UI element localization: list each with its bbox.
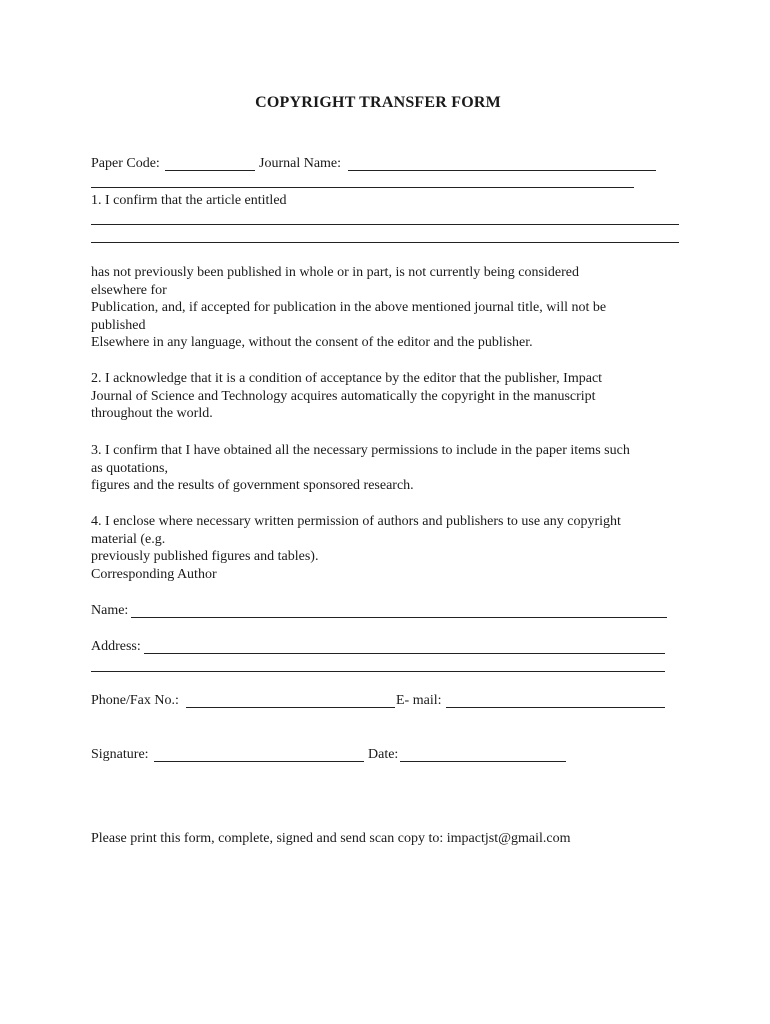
form-title: COPYRIGHT TRANSFER FORM: [255, 94, 501, 111]
paragraph-1-line: elsewhere for: [91, 282, 167, 298]
submission-instructions: Please print this form, complete, signed and send scan copy to: impactjst@gmail.com: [91, 831, 571, 846]
paper-code-label: Paper Code:: [91, 156, 160, 171]
paragraph-4: [91, 513, 681, 583]
paragraph-1: [91, 264, 681, 352]
paragraph-1-line: has not previously been published in whole or in part, is not currently being considered: [91, 265, 579, 280]
item1-label: 1. I confirm that the article entitled: [91, 193, 287, 208]
paragraph-1-line: Publication, and, if accepted for publication in the above mentioned journal title, will not be: [91, 300, 607, 316]
paragraph-4-line: material (e.g.: [91, 531, 166, 547]
paragraph-3-line: as quotations,: [91, 460, 168, 476]
email-label: E- mail:: [396, 693, 442, 708]
journal-name-field[interactable]: [348, 170, 656, 171]
paragraph-2: [91, 370, 681, 423]
date-field[interactable]: [400, 761, 566, 762]
name-field[interactable]: [131, 617, 667, 618]
journal-name-label: Journal Name:: [259, 156, 342, 171]
journal-name-field-line2[interactable]: [91, 187, 634, 188]
paragraph-2-line: throughout the world.: [91, 406, 213, 422]
paragraph-4-line: previously published figures and tables).: [91, 549, 319, 565]
article-title-field-line1[interactable]: [91, 224, 679, 225]
address-field-line1[interactable]: [144, 653, 665, 654]
paragraph-4-line: 4. I enclose where necessary written permission of authors and publishers to use any copyright: [91, 514, 621, 529]
corresponding-author-heading: Corresponding Author: [91, 566, 217, 582]
address-field-line2[interactable]: [91, 671, 665, 672]
paragraph-2-line: Journal of Science and Technology acquires automatically the copyright in the manuscript: [91, 388, 596, 404]
date-label: Date:: [368, 747, 399, 762]
paragraph-2-line: 2. I acknowledge that it is a condition of acceptance by the editor that the publisher, Impact: [91, 371, 603, 386]
paragraph-1-line: Elsewhere in any language, without the consent of the editor and the publisher.: [91, 335, 533, 351]
address-label: Address:: [91, 639, 141, 654]
name-label: Name:: [91, 603, 129, 618]
paper-code-field[interactable]: [165, 170, 255, 171]
phone-fax-field[interactable]: [186, 707, 395, 708]
signature-field[interactable]: [154, 761, 364, 762]
paragraph-3-line: 3. I confirm that I have obtained all the necessary permissions to include in the paper items such: [91, 443, 630, 458]
signature-label: Signature:: [91, 747, 149, 762]
paragraph-3: [91, 442, 681, 495]
paragraph-3-line: figures and the results of government sponsored research.: [91, 478, 414, 494]
email-field[interactable]: [446, 707, 665, 708]
phone-fax-label: Phone/Fax No.:: [91, 693, 179, 708]
article-title-field-line2[interactable]: [91, 242, 679, 243]
paragraph-1-line: published: [91, 317, 146, 333]
